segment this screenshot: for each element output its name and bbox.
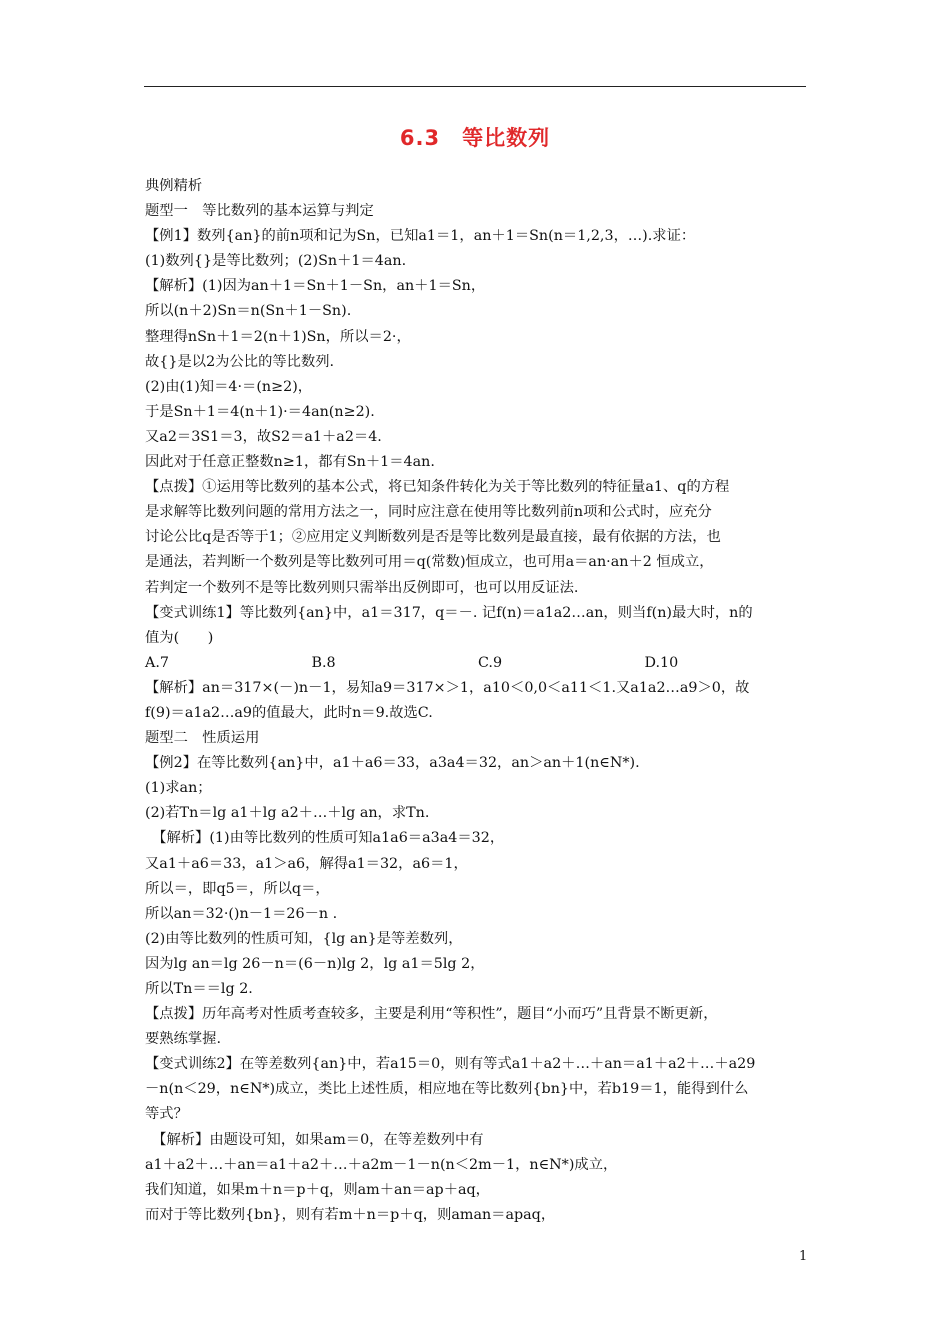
answer-options [145,651,811,676]
text-line: 是求解等比数列问题的常用方法之一，同时应注意在使用等比数列前n项和公式时，应充分 [145,504,712,521]
text-line: 因此对于任意正整数n≥1，都有Sn＋1＝4an. [145,454,435,471]
text-line: 【解析】(1)因为an＋1＝Sn＋1－Sn，an＋1＝Sn， [145,278,486,295]
text-line: f(9)＝a1a2…a9的值最大，此时n＝9.故选C. [145,704,433,721]
text-line: 【例1】数列{an}的前n项和记为Sn，已知a1＝1，an＋1＝Sn(n＝1,2,3，…).求证： [145,228,696,245]
text-line: 因为lg an＝lg 26－n＝(6－n)lg 2，lg a1＝5lg 2， [145,955,485,972]
page-title: 6.3 等比数列 [399,126,551,150]
text-line: 所以＝，即q5＝，所以q＝， [145,880,330,897]
text-line: 讨论公比q是否等于1；②应用定义判断数列是否是等比数列是最直接，最有依据的方法，也 [145,529,721,546]
text-line: (2)若Tn＝lg a1＋lg a2＋…＋lg an，求Tn. [145,805,430,822]
text-line: 整理得nSn＋1＝2(n＋1)Sn，所以＝2·， [145,328,411,345]
text-line: 所以an＝32·()n－1＝26－n . [145,905,338,922]
text-line: 所以(n＋2)Sn＝n(Sn＋1－Sn). [145,303,352,320]
text-line: 【变式训练1】等比数列{an}中，a1＝317，q＝－. 记f(n)＝a1a2…an，则当f(n)最大时，n的 [145,604,753,621]
text-line: 要熟练掌握. [145,1031,222,1048]
text-line: 又a2＝3S1＝3，故S2＝a1＋a2＝4. [145,428,382,445]
text-line: 值为( ) [145,629,214,646]
text-line: 【解析】an＝317×(－)n－1，易知a9＝317×＞1，a10＜0,0＜a11＜1.又a1a2…a9＞0，故 [145,679,750,696]
text-line: 而对于等比数列{bn}，则有若m＋n＝p＋q，则aman＝apaq， [145,1206,556,1223]
option-b: B.8 [311,654,336,671]
text-line: 【点拨】①运用等比数列的基本公式，将已知条件转化为关于等比数列的特征量a1、q的方程 [145,479,730,496]
text-line: 等式？ [145,1106,188,1123]
text-line: 【点拨】历年高考对性质考查较多，主要是利用“等积性”，题目“小而巧”且背景不断更新， [145,1006,718,1023]
text-line: 又a1＋a6＝33，a1＞a6，解得a1＝32，a6＝1， [145,855,468,872]
text-line: 题型一 等比数列的基本运算与判定 [145,203,374,220]
text-line: 所以Tn＝＝lg 2. [145,981,253,997]
text-line: (1)数列{}是等比数列；(2)Sn＋1＝4an. [145,253,407,270]
text-line: 典例精析 [145,178,203,194]
text-line: －n(n＜29，n∈N*)成立，类比上述性质，相应地在等比数列{bn}中，若b19＝1，能得到什么 [145,1081,749,1098]
text-line: 【例2】在等比数列{an}中，a1＋a6＝33，a3a4＝32，an＞an＋1(n∈N*). [145,755,640,772]
text-line: (2)由(1)知＝4·＝(n≥2)， [145,378,313,395]
option-c: C.9 [478,654,503,671]
option-d: D.10 [644,654,679,671]
text-line: 若判定一个数列不是等比数列则只需举出反例即可，也可以用反证法. [145,579,579,596]
page-number: 1 [799,1249,808,1264]
text-line: 故{}是以2为公比的等比数列. [145,353,335,370]
option-a: A.7 [145,654,169,671]
text-line: a1＋a2＋…＋an＝a1＋a2＋…＋a2m－1－n(n＜2m－1，n∈N*)成立， [145,1156,618,1173]
text-line: 我们知道，如果m＋n＝p＋q，则am＋an＝ap＋aq， [145,1181,490,1198]
text-line: 题型二 性质运用 [145,730,260,747]
text-line: 【解析】(1)由等比数列的性质可知a1a6＝a3a4＝32， [145,830,505,847]
text-line: (1)求an； [145,780,212,797]
text-line: 【解析】由题设可知，如果am＝0，在等差数列中有 [145,1131,484,1148]
text-line: 于是Sn＋1＝4(n＋1)·＝4an(n≥2). [145,403,375,420]
text-line: (2)由等比数列的性质可知，{lg an}是等差数列， [145,930,463,947]
text-line: 是通法，若判断一个数列是等比数列可用＝q(常数)恒成立，也可用a＝an·an＋2 恒成立， [145,554,714,571]
document-body [145,174,811,1228]
text-line: 【变式训练2】在等差数列{an}中，若a15＝0，则有等式a1＋a2＋…＋an＝a1＋a2＋…＋a29 [145,1056,756,1073]
header-rule [144,86,806,87]
